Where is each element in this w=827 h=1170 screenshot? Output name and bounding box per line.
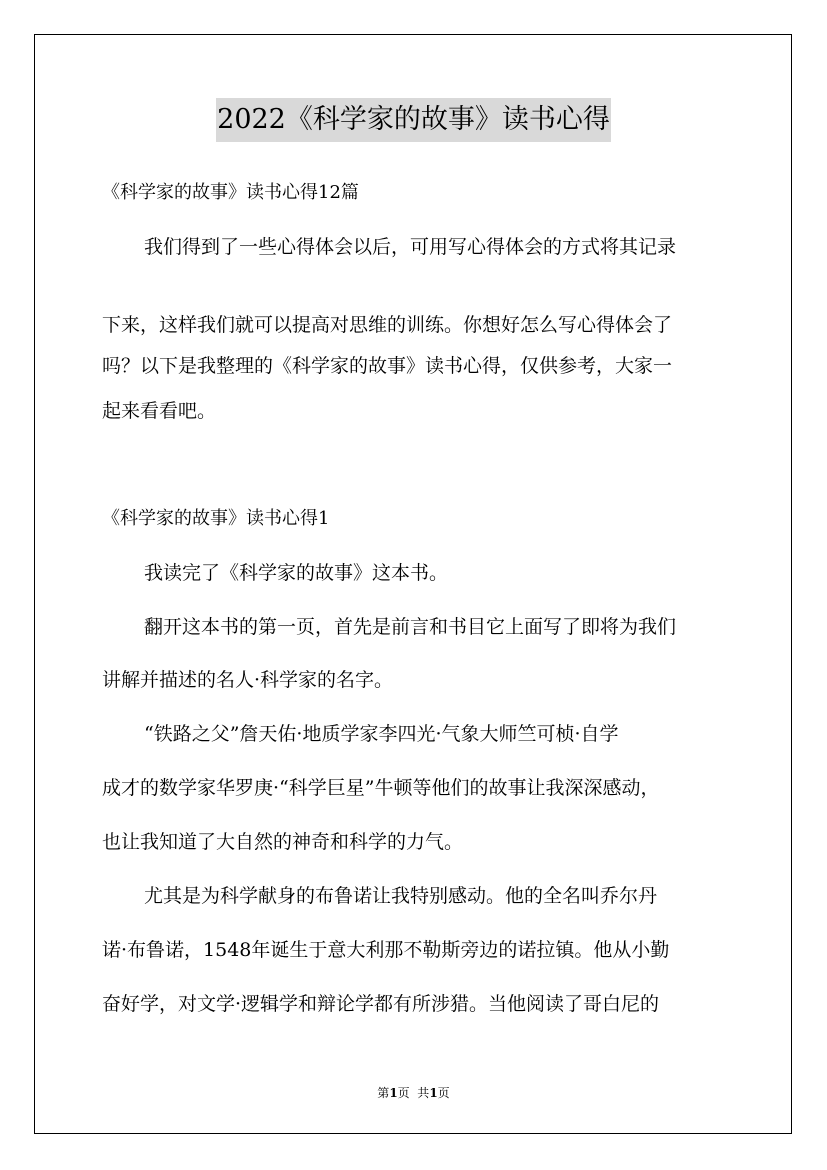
footer-total-pages: 1	[429, 1086, 438, 1100]
footer-suffix: 页	[437, 1086, 450, 1100]
footer-prefix: 第	[377, 1086, 390, 1100]
paragraph-line: 诺·布鲁诺，1548年诞生于意大利那不勒斯旁边的诺拉镇。他从小勤	[102, 939, 670, 961]
title-container	[0, 98, 827, 142]
document-subtitle: 《科学家的故事》读书心得12篇	[102, 182, 359, 203]
paragraph-line: “铁路之父”詹天佑·地质学家李四光·气象大师竺可桢·自学	[144, 723, 619, 745]
paragraph-line: 成才的数学家华罗庚·“科学巨星”牛顿等他们的故事让我深深感动，	[102, 777, 660, 799]
footer-mid: 页 共	[397, 1086, 430, 1100]
intro-line: 起来看看吧。	[102, 400, 217, 422]
paragraph-line: 尤其是为科学献身的布鲁诺让我特别感动。他的全名叫乔尔丹	[144, 885, 658, 907]
footer-page-number: 1	[389, 1086, 398, 1100]
document-title: 2022《科学家的故事》读书心得	[216, 98, 611, 142]
intro-line: 下来，这样我们就可以提高对思维的训练。你想好怎么写心得体会了	[102, 314, 673, 336]
paragraph-line: 讲解并描述的名人·科学家的名字。	[102, 669, 394, 691]
paragraph-line: 奋好学，对文学·逻辑学和辩论学都有所涉猎。当他阅读了哥白尼的	[102, 993, 660, 1015]
page-footer	[0, 1085, 827, 1101]
paragraph-line: 翻开这本书的第一页，首先是前言和书目它上面写了即将为我们	[144, 616, 677, 638]
section-heading: 《科学家的故事》读书心得1	[102, 508, 330, 529]
paragraph-line: 我读完了《科学家的故事》这本书。	[144, 562, 449, 584]
intro-line: 吗？以下是我整理的《科学家的故事》读书心得，仅供参考，大家一	[102, 355, 673, 377]
paragraph-line: 也让我知道了大自然的神奇和科学的力气。	[102, 831, 464, 853]
intro-line: 我们得到了一些心得体会以后，可用写心得体会的方式将其记录	[144, 236, 677, 258]
